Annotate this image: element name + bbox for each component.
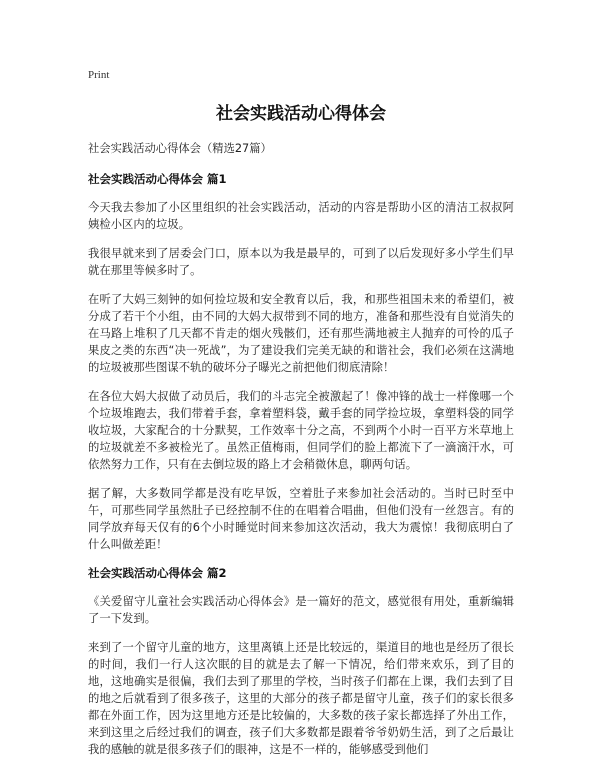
paragraph: 来到了一个留守儿童的地方，这里离镇上还是比较远的，渠道目的地也是经历了很长的时间，我们一行人这次眠的目的就是去了解一下情况，给们带来欢乐，到了目的地，这地确实是很偏，我们去到了那里的学校，当时孩子们都在上课，我们去到了目的地之后就看到了很多孩子，这里的大部分的孩子都是留守儿童，孩子们的家长很多都在外面工作，因为这里地方还是比较偏的，大多数的孩子家长都选择了外出工作，来到这里之后经过我们的调查，孩子们大多数都是跟着爷爷奶奶生活，到了之后最让我的感触的就是很多孩子们的眼神，这是不一样的，能够感受到他们	[88, 641, 514, 756]
document-subtitle: 社会实践活动心得体会（精选27篇）	[88, 142, 272, 155]
paragraph: 我很早就来到了居委会门口，原本以为我是最早的，可到了以后发现好多小学生们早就在那里等候多时了。	[88, 247, 514, 277]
paragraph: 在听了大妈三刻钟的如何捡垃圾和安全教育以后，我，和那些祖国未来的希望们，被分成了若干个小组，由不同的大妈大叔带到不同的地方，准备和那些没有自觉消失的在马路上堆积了几天都不肯走的烟火残骸们，还有那些满地被主人抛弃的可怜的瓜子果皮之类的东西“决一死战”，为了建设我们完美无缺的和谐社会，我们必须在这满地的垃圾被那些图谋不轨的破坏分子曝光之前把他们彻底清除！	[88, 293, 514, 374]
document-title: 社会实践活动心得体会	[216, 104, 386, 124]
paragraph: 据了解，大多数同学都是没有吃早饭，空着肚子来参加社会活动的。当时已时至中午，可那些同学虽然肚子已经控制不住的在唱着合唱曲，但他们没有一丝怨言。有的同学放弃每天仅有的6个小时睡觉时间来参加这次活动，我大为震惊！我彻底明白了什么叫做差距！	[88, 487, 514, 551]
paragraph: 在各位大妈大叔做了动员后，我们的斗志完全被激起了！像冲锋的战士一样像哪一个个垃圾堆跑去，我们带着手套，拿着塑料袋，戴手套的同学捡垃圾，拿塑料袋的同学收垃圾，大家配合的十分默契，工作效率十分之高，不到两个小时一百平方米草地上的垃圾就差不多被检光了。虽然正值梅雨，但同学们的脸上都流下了一滴滴汗水，可依然努力工作，只有在去倒垃圾的路上才会稍微休息，聊两句话。	[88, 390, 514, 471]
paragraph: 《关爱留守儿童社会实践活动心得体会》是一篇好的范文，感觉很有用处，重新编辑了一下发到。	[88, 595, 514, 625]
paragraph: 今天我去参加了小区里组织的社会实践活动，活动的内容是帮助小区的清洁工叔叔阿姨检小区内的垃圾。	[88, 201, 514, 231]
print-link[interactable]: Print	[88, 69, 110, 81]
section-heading: 社会实践活动心得体会 篇1	[88, 172, 227, 186]
section-heading: 社会实践活动心得体会 篇2	[88, 566, 227, 580]
